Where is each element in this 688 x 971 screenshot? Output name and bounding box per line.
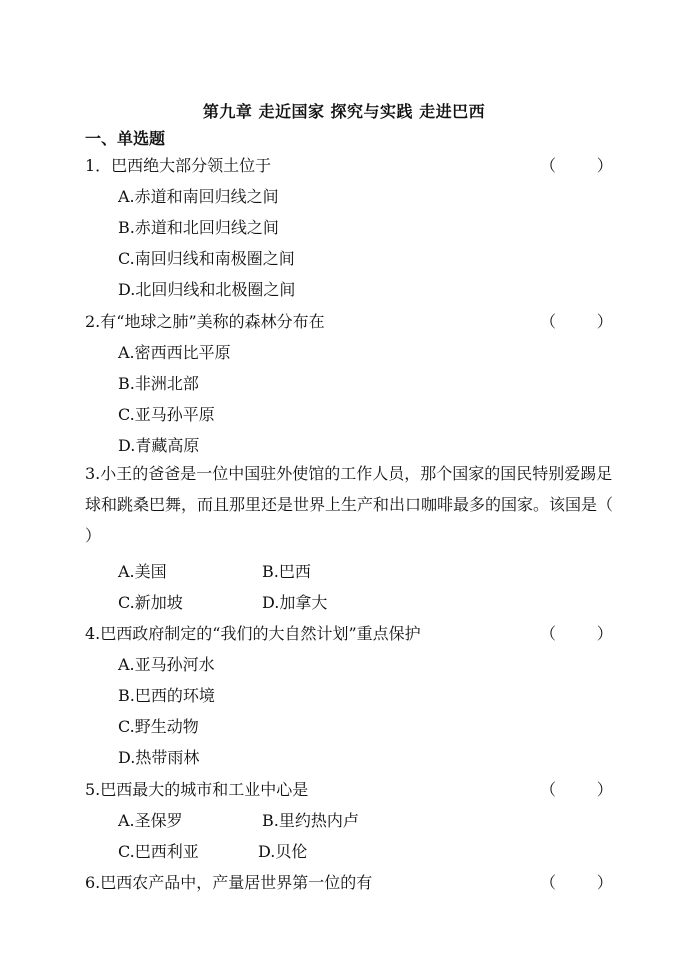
question-1-option-a: A.赤道和南回归线之间 xyxy=(118,187,279,206)
question-5-option-d: D.贝伦 xyxy=(258,842,308,861)
question-1-stem: 1．巴西绝大部分领土位于 xyxy=(85,156,272,175)
question-3-stem: 3.小王的爸爸是一位中国驻外使馆的工作人员，那个国家的国民特别爱踢足球和跳桑巴舞，而且那里还是世界上生产和出口咖啡最多的国家。该国是（ ） xyxy=(85,464,614,545)
question-1-option-d: D.北回归线和北极圈之间 xyxy=(118,280,296,299)
question-4-option-a: A.亚马孙河水 xyxy=(118,655,215,674)
question-1-option-b: B.赤道和北回归线之间 xyxy=(118,218,279,237)
section-heading: 一、单选题 xyxy=(85,129,166,148)
question-2-option-c: C.亚马孙平原 xyxy=(118,405,215,424)
question-2-option-a: A.密西西比平原 xyxy=(118,343,231,362)
question-5-option-c: C.巴西利亚 xyxy=(118,842,199,861)
question-1-option-c: C.南回归线和南极圈之间 xyxy=(118,249,295,268)
question-6-stem: 6.巴西农产品中，产量居世界第一位的有 xyxy=(85,873,373,892)
question-5-stem: 5.巴西最大的城市和工业中心是 xyxy=(85,780,309,799)
question-1-answer-blank: （ ） xyxy=(540,156,613,175)
question-3-option-b: B.巴西 xyxy=(262,562,311,581)
question-4-option-c: C.野生动物 xyxy=(118,717,199,736)
question-3-option-c: C.新加坡 xyxy=(118,593,183,612)
question-4-option-d: D.热带雨林 xyxy=(118,748,200,767)
question-2-answer-blank: （ ） xyxy=(540,312,613,331)
question-2-option-d: D.青藏高原 xyxy=(118,436,200,455)
question-3-option-d: D.加拿大 xyxy=(262,593,328,612)
question-5-option-b: B.里约热内卢 xyxy=(262,811,359,830)
question-2-option-b: B.非洲北部 xyxy=(118,374,199,393)
question-2-stem: 2.有“地球之肺”美称的森林分布在 xyxy=(85,312,325,331)
question-4-option-b: B.巴西的环境 xyxy=(118,686,215,705)
question-4-stem: 4.巴西政府制定的“我们的大自然计划”重点保护 xyxy=(85,624,421,643)
page-title: 第九章 走近国家 探究与实践 走进巴西 xyxy=(202,102,486,121)
question-4-answer-blank: （ ） xyxy=(540,624,613,643)
question-5-answer-blank: （ ） xyxy=(540,780,613,799)
question-5-option-a: A.圣保罗 xyxy=(118,811,183,830)
question-6-answer-blank: （ ） xyxy=(540,873,613,892)
question-3-option-a: A.美国 xyxy=(118,562,167,581)
